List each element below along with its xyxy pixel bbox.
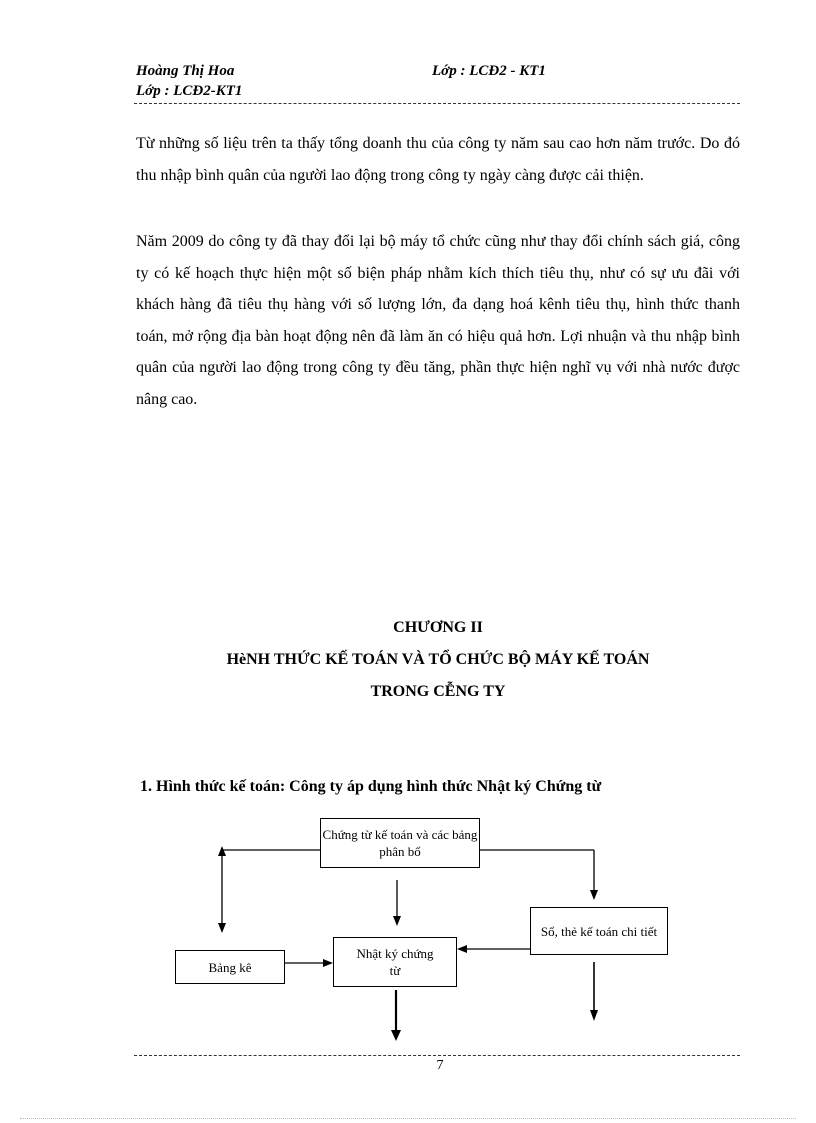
- header-class-center: Lớp : LCĐ2 - KT1: [432, 63, 546, 79]
- paragraph-2: Năm 2009 do công ty đã thay đổi lại bộ máy tổ chức cũng như thay đổi chính sách giá, công ty có kế hoạch thực hiện một số biện pháp nhằm kích thích tiêu thụ, như có sự ưu đãi với khách hàng đã tiêu thụ hàng với số lượng lớn, đa dạng hoá kênh tiêu thụ, hình thức thanh toán, mở rộng địa bàn hoạt động nên đã làm ăn có hiệu quả hơn. Lợi nhuận và thu nhập bình quân của người lao động trong công ty đều tăng, phần thực hiện nghĩ vụ với nhà nước được nâng cao.: [136, 233, 740, 408]
- paragraph-1: Từ những số liệu trên ta thấy tổng doanh thu của công ty năm sau cao hơn năm trước. Do đó thu nhập bình quân của người lao động trong công ty ngày càng được cải thiện.: [136, 135, 740, 184]
- section-heading: 1. Hình thức kế toán: Công ty áp dụng hình thức Nhật ký Chứng từ: [140, 778, 602, 795]
- page-edge-dots: [20, 1118, 796, 1119]
- arrowhead-to-nhatky: [323, 959, 333, 967]
- chapter-title-line1: HèNH THỨC KẾ TOÁN VÀ TỔ CHỨC BỘ MÁY KẾ TOÁN: [226, 651, 650, 668]
- chapter-title-line2: TRONG CỄNG TY: [370, 683, 506, 700]
- box-chung-tu: Chứng từ kế toán và các bảng phân bổ: [320, 818, 480, 868]
- header-author: Hoàng Thị Hoa: [136, 63, 235, 79]
- arrowhead-nhatky-bottom: [391, 1030, 401, 1041]
- arrowhead-left-down: [218, 923, 226, 933]
- arrowhead-from-sothe: [457, 945, 467, 953]
- box-bang-ke: Bảng kê: [175, 950, 285, 984]
- arrowhead-right-down: [590, 890, 598, 900]
- box-nhat-ky: Nhật ký chứng từ: [333, 937, 457, 987]
- header-class-left: Lớp : LCĐ2-KT1: [136, 83, 243, 99]
- chapter-number: CHƯƠNG II: [393, 619, 483, 636]
- footer-rule: [134, 1055, 740, 1056]
- arrowhead-center-down: [393, 916, 401, 926]
- page-number: 7: [436, 1058, 444, 1073]
- box-so-the: Sổ, thẻ kế toán chi tiết: [530, 907, 668, 955]
- arrowhead-sothe-bottom: [590, 1010, 598, 1021]
- arrowhead-left-up: [218, 846, 226, 856]
